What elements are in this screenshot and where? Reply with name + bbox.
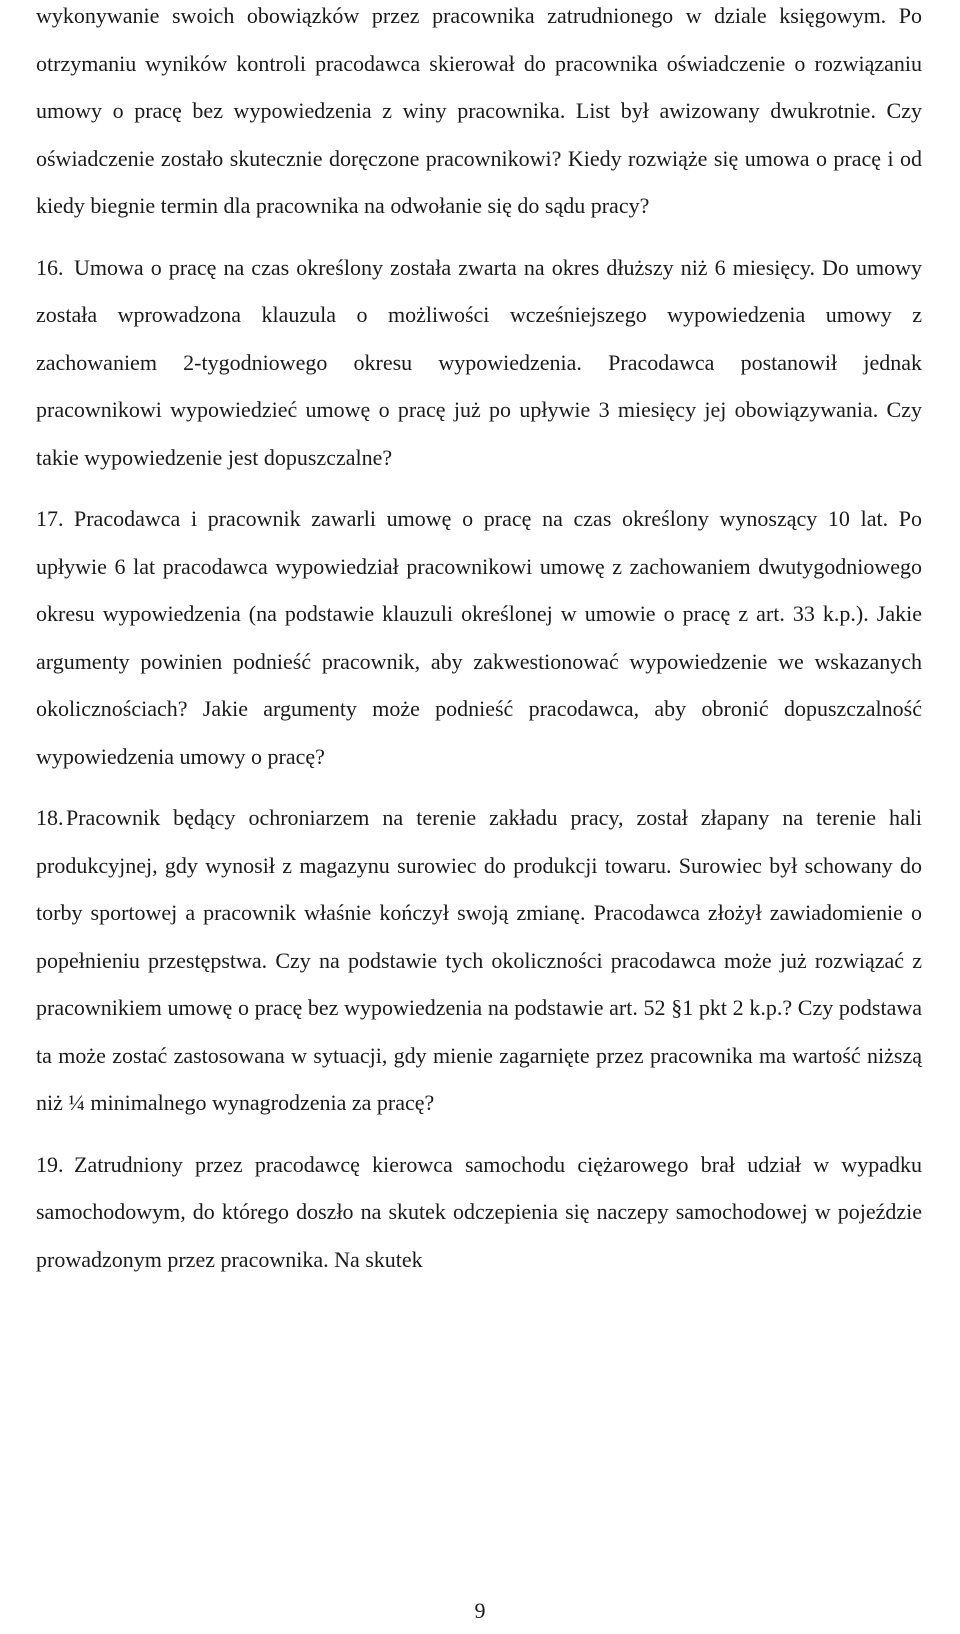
question-text: Zatrudniony przez pracodawcę kierowca samochodu ciężarowego brał udział w wypadku samochodowym, do którego doszło na skutek odczepienia się naczepy samochodowej w pojeździe prowadzonym przez pracownika. Na skutek [36, 1151, 922, 1272]
question-19 [36, 1141, 922, 1284]
question-18 [36, 794, 922, 1127]
question-number: 19. [36, 1151, 64, 1177]
question-text: Pracodawca i pracownik zawarli umowę o pracę na czas określony wynoszący 10 lat. Po upływie 6 lat pracodawca wypowiedział pracownikowi umowę z zachowaniem dwutygodniowego okresu wypowiedzenia (na podstawie klauzuli określonej w umowie o pracę z art. 33 k.p.). Jakie argumenty powinien podnieść pracownik, aby zakwestionować wypowiedzenie we wskazanych okolicznościach? Jakie argumenty może podnieść pracodawca, aby obronić dopuszczalność wypowiedzenia umowy o pracę? [36, 506, 922, 769]
question-text: Pracownik będący ochroniarzem na terenie zakładu pracy, został złapany na terenie hali produkcyjnej, gdy wynosił z magazynu surowiec do produkcji towaru. Surowiec był schowany do torby sportowej a pracownik właśnie kończył swoją zmianę. Pracodawca złożył zawiadomienie o popełnieniu przestępstwa. Czy na podstawie tych okoliczności pracodawca może już rozwiązać z pracownikiem umowę o pracę bez wypowiedzenia na podstawie art. 52 §1 pkt 2 k.p.? Czy podstawa ta może zostać zastosowana w sytuacji, gdy mienie zagarnięte przez pracownika ma wartość niższą niż ¼ minimalnego wynagrodzenia za pracę? [36, 805, 922, 1115]
question-16 [36, 244, 922, 482]
question-number: 18. [36, 805, 64, 830]
question-number: 16. [36, 254, 64, 280]
page-number: 9 [474, 1598, 486, 1623]
document-page [36, 0, 922, 1283]
question-17 [36, 495, 922, 780]
continuation-paragraph: wykonywanie swoich obowiązków przez pracownika zatrudnionego w dziale księgowym. Po otrzymaniu wyników kontroli pracodawca skierował do pracownika oświadczenie o rozwiązaniu umowy o pracę bez wypowiedzenia z winy pracownika. List był awizowany dwukrotnie. Czy oświadczenie zostało skutecznie doręczone pracownikowi? Kiedy rozwiąże się umowa o pracę i od kiedy biegnie termin dla pracownika na odwołanie się do sądu pracy? [36, 3, 922, 218]
question-number: 17. [36, 506, 64, 531]
question-text: Umowa o pracę na czas określony została zwarta na okres dłuższy niż 6 miesięcy. Do umowy została wprowadzona klauzula o możliwości wcześniejszego wypowiedzenia umowy z zachowaniem 2-tygodniowego okresu wypowiedzenia. Pracodawca postanowił jednak pracownikowi wypowiedzieć umowę o pracę już po upływie 3 miesięcy jej obowiązywania. Czy takie wypowiedzenie jest dopuszczalne? [36, 254, 922, 470]
